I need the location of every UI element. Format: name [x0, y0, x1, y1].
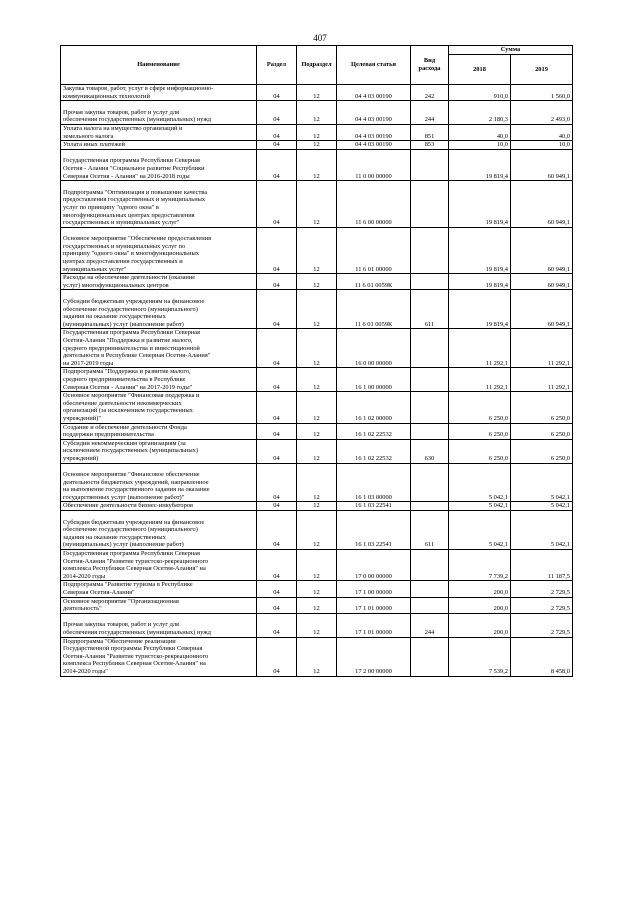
- row-amount-2018: 6 250,0: [449, 423, 511, 439]
- table-row: [61, 637, 573, 676]
- row-section: 04: [257, 124, 297, 140]
- row-amount-2018: 40,0: [449, 124, 511, 140]
- row-amount-2019: 60 949,1: [511, 274, 573, 290]
- row-target: 17 2 00 00000: [337, 637, 411, 676]
- row-amount-2019: 60 949,1: [511, 181, 573, 228]
- row-target: 11 0 00 00000: [337, 149, 411, 180]
- row-target: 17 1 01 00000: [337, 613, 411, 637]
- row-name: Подпрограмма "Оптимизация и повышение качества предоставления государственных и муниципальных услуг по принципу "одного окна" в многофункциональных центрах предоставления государственных и муниципальных услуг": [61, 181, 257, 228]
- row-target: 04 4 03 00190: [337, 124, 411, 140]
- table-row: [61, 502, 573, 511]
- row-name: Субсидии бюджетным учреждениям на финансовое обеспечение государственного (муниципального) задания на оказание государственных (муниципальных) услуг (выполнение работ): [61, 290, 257, 329]
- row-expense-type: [411, 463, 449, 502]
- row-section: 04: [257, 613, 297, 637]
- col-header-section: Раздел: [257, 46, 297, 85]
- row-target: 16 1 02 22532: [337, 423, 411, 439]
- row-expense-type: [411, 368, 449, 392]
- row-section: 04: [257, 290, 297, 329]
- row-amount-2019: 11 292,1: [511, 368, 573, 392]
- row-subsection: 12: [297, 463, 337, 502]
- row-amount-2018: 19 819,4: [449, 227, 511, 274]
- row-amount-2018: 200,0: [449, 613, 511, 637]
- row-target: 16 1 00 00000: [337, 368, 411, 392]
- row-subsection: 12: [297, 101, 337, 125]
- row-expense-type: 242: [411, 85, 449, 101]
- row-name: Подпрограмма "Поддержка и развитие малого, среднего предпринимательства в Республике Северная Осетия - Алания" на 2017-2019 годы": [61, 368, 257, 392]
- table-row: [61, 439, 573, 463]
- row-subsection: 12: [297, 181, 337, 228]
- row-section: 04: [257, 550, 297, 581]
- table-row: [61, 463, 573, 502]
- row-target: 16 1 03 22541: [337, 511, 411, 550]
- row-amount-2018: 5 042,1: [449, 502, 511, 511]
- row-target: 04 4 03 00190: [337, 141, 411, 150]
- row-amount-2019: 60 949,1: [511, 290, 573, 329]
- row-amount-2019: 6 250,0: [511, 423, 573, 439]
- row-section: 04: [257, 581, 297, 597]
- row-amount-2018: 200,0: [449, 581, 511, 597]
- row-section: 04: [257, 274, 297, 290]
- row-section: 04: [257, 141, 297, 150]
- row-subsection: 12: [297, 392, 337, 423]
- col-header-target: Целевая статья: [337, 46, 411, 85]
- row-amount-2018: 19 819,4: [449, 274, 511, 290]
- row-expense-type: [411, 550, 449, 581]
- row-name: Государственная программа Республики Северная Осетия - Алания "Социальное развитие Республики Северная Осетия - Алания" на 2016-2018 годы: [61, 149, 257, 180]
- row-target: 16 1 02 00000: [337, 392, 411, 423]
- table-row: [61, 124, 573, 140]
- row-expense-type: 630: [411, 439, 449, 463]
- row-subsection: 12: [297, 368, 337, 392]
- row-expense-type: [411, 227, 449, 274]
- col-header-2019: 2019: [511, 55, 573, 85]
- row-name: Основное мероприятие "Организационная деятельность": [61, 597, 257, 613]
- row-amount-2018: 19 819,4: [449, 290, 511, 329]
- row-amount-2018: 6 250,0: [449, 392, 511, 423]
- row-subsection: 12: [297, 502, 337, 511]
- page-number: 407: [313, 33, 327, 43]
- row-section: 04: [257, 85, 297, 101]
- row-amount-2018: 7 739,2: [449, 550, 511, 581]
- row-section: 04: [257, 637, 297, 676]
- table-row: [61, 550, 573, 581]
- row-expense-type: [411, 597, 449, 613]
- row-section: 04: [257, 502, 297, 511]
- row-amount-2019: 5 042,1: [511, 463, 573, 502]
- row-subsection: 12: [297, 439, 337, 463]
- row-subsection: 12: [297, 141, 337, 150]
- row-amount-2019: 60 949,1: [511, 227, 573, 274]
- row-amount-2019: 6 250,0: [511, 439, 573, 463]
- row-subsection: 12: [297, 124, 337, 140]
- row-target: 17 1 00 00000: [337, 581, 411, 597]
- row-amount-2019: 2 729,5: [511, 597, 573, 613]
- row-amount-2018: 2 180,3: [449, 101, 511, 125]
- row-target: 11 6 01 00000: [337, 227, 411, 274]
- table-row: [61, 368, 573, 392]
- row-subsection: 12: [297, 637, 337, 676]
- row-section: 04: [257, 463, 297, 502]
- row-amount-2019: 5 042,1: [511, 502, 573, 511]
- table-row: [61, 392, 573, 423]
- row-target: 16 0 00 00000: [337, 329, 411, 368]
- row-target: 04 4 03 00190: [337, 101, 411, 125]
- table-row: [61, 423, 573, 439]
- row-subsection: 12: [297, 511, 337, 550]
- row-section: 04: [257, 149, 297, 180]
- row-expense-type: [411, 329, 449, 368]
- table-row: [61, 141, 573, 150]
- table-row: [61, 274, 573, 290]
- row-name: Расходы на обеспечение деятельности (оказание услуг) многофункциональных центров: [61, 274, 257, 290]
- table-row: [61, 101, 573, 125]
- row-amount-2018: 10,0: [449, 141, 511, 150]
- row-name: Обеспечение деятельности бизнес-инкубаторов: [61, 502, 257, 511]
- row-amount-2018: 6 250,0: [449, 439, 511, 463]
- row-expense-type: [411, 637, 449, 676]
- row-subsection: 12: [297, 149, 337, 180]
- row-section: 04: [257, 392, 297, 423]
- table-row: [61, 329, 573, 368]
- row-amount-2018: 19 819,4: [449, 181, 511, 228]
- row-name: Подпрограмма "Развитие туризма в Республике Северная Осетия-Алания": [61, 581, 257, 597]
- row-target: 17 1 01 00000: [337, 597, 411, 613]
- row-name: Прочая закупка товаров, работ и услуг для обеспечения государственных (муниципальных) нужд: [61, 101, 257, 125]
- row-subsection: 12: [297, 613, 337, 637]
- row-section: 04: [257, 439, 297, 463]
- row-amount-2019: 5 042,1: [511, 511, 573, 550]
- row-amount-2018: 5 042,1: [449, 511, 511, 550]
- row-target: 04 4 03 00190: [337, 85, 411, 101]
- row-amount-2019: 11 187,5: [511, 550, 573, 581]
- row-target: 16 1 03 22541: [337, 502, 411, 511]
- row-expense-type: [411, 423, 449, 439]
- row-amount-2019: 6 250,0: [511, 392, 573, 423]
- row-amount-2018: 11 292,1: [449, 329, 511, 368]
- row-expense-type: [411, 149, 449, 180]
- row-target: 16 1 02 22532: [337, 439, 411, 463]
- row-target: 11 6 01 0059К: [337, 274, 411, 290]
- row-name: Основное мероприятие "Финансовая поддержка и обеспечение деятельности некоммерческих организаций (за исключением государственных учреждений)": [61, 392, 257, 423]
- table-row: [61, 597, 573, 613]
- col-header-subsection: Подраздел: [297, 46, 337, 85]
- row-name: Прочая закупка товаров, работ и услуг для обеспечения государственных (муниципальных) нужд: [61, 613, 257, 637]
- row-name: Закупка товаров, работ, услуг в сфере информационно- коммуникационных технологий: [61, 85, 257, 101]
- row-name: Основное мероприятие "Финансовое обеспечение деятельности бюджетных учреждений, направленное на выполнение государственного задания на оказание государственных услуг (выполнение работ)": [61, 463, 257, 502]
- row-name: Основное мероприятие "Обеспечение предоставления государственных и муниципальных услуг по принципу "одного окна" в многофункциональных центрах предоставления государственных и муниципальных услуг": [61, 227, 257, 274]
- row-expense-type: 611: [411, 290, 449, 329]
- row-subsection: 12: [297, 581, 337, 597]
- row-section: 04: [257, 329, 297, 368]
- row-subsection: 12: [297, 329, 337, 368]
- row-subsection: 12: [297, 274, 337, 290]
- col-header-expense-type: Вид расхода: [411, 46, 449, 85]
- row-expense-type: [411, 274, 449, 290]
- row-name: Уплата иных платежей: [61, 141, 257, 150]
- row-amount-2018: 7 539,2: [449, 637, 511, 676]
- row-target: 17 0 00 00000: [337, 550, 411, 581]
- table-row: [61, 181, 573, 228]
- row-expense-type: [411, 581, 449, 597]
- row-subsection: 12: [297, 423, 337, 439]
- row-amount-2018: 910,0: [449, 85, 511, 101]
- row-expense-type: [411, 181, 449, 228]
- col-header-name: Наименование: [61, 46, 257, 85]
- row-amount-2019: 2 729,5: [511, 613, 573, 637]
- row-name: Создание и обеспечение деятельности Фонда поддержки предпринимательства: [61, 423, 257, 439]
- row-section: 04: [257, 368, 297, 392]
- row-amount-2019: 40,0: [511, 124, 573, 140]
- row-amount-2018: 19 819,4: [449, 149, 511, 180]
- table-row: [61, 613, 573, 637]
- table-row: [61, 227, 573, 274]
- row-target: 11 6 01 0059К: [337, 290, 411, 329]
- row-expense-type: 244: [411, 613, 449, 637]
- row-amount-2019: 1 560,0: [511, 85, 573, 101]
- table-row: [61, 85, 573, 101]
- row-subsection: 12: [297, 550, 337, 581]
- row-section: 04: [257, 101, 297, 125]
- row-subsection: 12: [297, 597, 337, 613]
- row-subsection: 12: [297, 227, 337, 274]
- row-amount-2019: 8 458,0: [511, 637, 573, 676]
- col-header-sum: Сумма: [449, 46, 573, 55]
- row-name: Уплата налога на имущество организаций и земельного налога: [61, 124, 257, 140]
- row-expense-type: [411, 502, 449, 511]
- table-row: [61, 290, 573, 329]
- row-subsection: 12: [297, 290, 337, 329]
- row-target: 16 1 03 00000: [337, 463, 411, 502]
- row-expense-type: 244: [411, 101, 449, 125]
- table-row: [61, 581, 573, 597]
- row-amount-2019: 10,0: [511, 141, 573, 150]
- row-subsection: 12: [297, 85, 337, 101]
- col-header-2018: 2018: [449, 55, 511, 85]
- row-section: 04: [257, 511, 297, 550]
- row-section: 04: [257, 181, 297, 228]
- row-amount-2019: 60 949,1: [511, 149, 573, 180]
- row-section: 04: [257, 423, 297, 439]
- row-name: Субсидии некоммерческим организациям (за исключением государственных (муниципальных) учреждений): [61, 439, 257, 463]
- row-section: 04: [257, 227, 297, 274]
- table-row: [61, 511, 573, 550]
- row-amount-2018: 11 292,1: [449, 368, 511, 392]
- table-row: [61, 149, 573, 180]
- row-amount-2019: 2 493,0: [511, 101, 573, 125]
- row-amount-2019: 2 729,5: [511, 581, 573, 597]
- row-expense-type: 853: [411, 141, 449, 150]
- row-amount-2019: 11 292,1: [511, 329, 573, 368]
- row-name: Государственная программа Республики Северная Осетия-Алания "Развитие туристско-рекреационного комплекса Республики Северная Осетия-Алания" на 2014-2020 годы: [61, 550, 257, 581]
- row-target: 11 6 00 00000: [337, 181, 411, 228]
- row-amount-2018: 200,0: [449, 597, 511, 613]
- row-expense-type: 611: [411, 511, 449, 550]
- row-name: Субсидии бюджетным учреждениям на финансовое обеспечение государственного (муниципального) задания на оказание государственных (муниципальных) услуг (выполнение работ): [61, 511, 257, 550]
- row-expense-type: 851: [411, 124, 449, 140]
- row-section: 04: [257, 597, 297, 613]
- row-expense-type: [411, 392, 449, 423]
- row-amount-2018: 5 042,1: [449, 463, 511, 502]
- budget-table: [60, 45, 573, 677]
- row-name: Подпрограмма "Обеспечение реализации Государственной программы Республики Северная Осетия-Алания "Развитие туристско-рекреационного комплекса Республики Северная Осетия-Алания" на 2014-2020 годы": [61, 637, 257, 676]
- row-name: Государственная программа Республики Северная Осетия-Алания "Поддержка и развитие малого, среднего предпринимательства и инвестиционной деятельности в Республике Северная Осетия-Алания" на 2017-2019 годы: [61, 329, 257, 368]
